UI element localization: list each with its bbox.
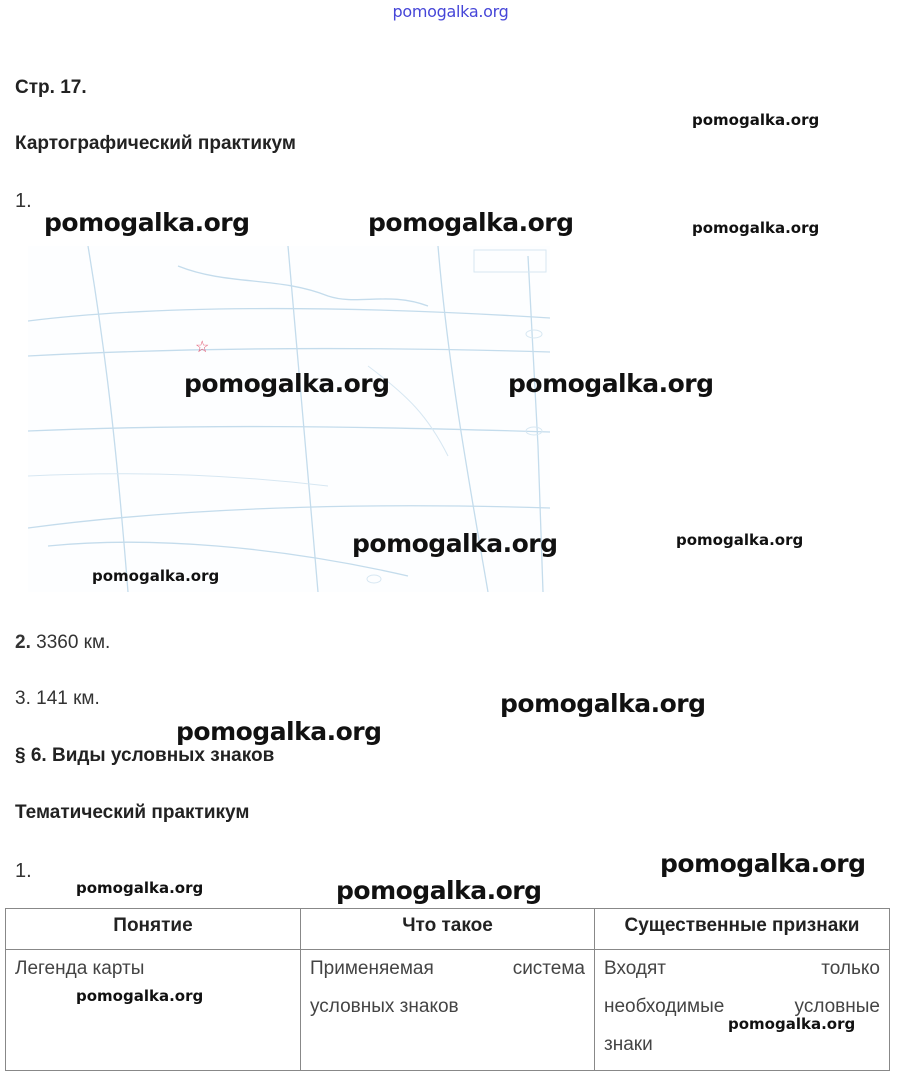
- table-header: Понятие: [6, 909, 301, 950]
- watermark: pomogalka.org: [92, 567, 220, 585]
- word: условные: [794, 996, 880, 1017]
- watermark: pomogalka.org: [692, 219, 820, 237]
- watermark: pomogalka.org: [500, 689, 706, 718]
- page-ref: Стр. 17.: [15, 77, 87, 98]
- watermark: pomogalka.org: [728, 1015, 856, 1033]
- table-header-row: [6, 909, 890, 950]
- watermark-top: pomogalka.org: [392, 2, 509, 21]
- watermark: pomogalka.org: [44, 208, 250, 237]
- item-3: [15, 688, 100, 710]
- watermark: pomogalka.org: [692, 111, 820, 129]
- word: необходимые: [604, 996, 725, 1017]
- section-title-signs: § 6. Виды условных знаков: [15, 745, 275, 766]
- watermark: pomogalka.org: [352, 529, 558, 558]
- table-cell-concept: Легенда карты: [6, 950, 301, 1071]
- definition-line-2: условных знаков: [310, 996, 459, 1017]
- word: Входят: [604, 958, 666, 979]
- word: система: [512, 958, 585, 979]
- item-4-label: 1.: [15, 860, 32, 882]
- item-2-text: 3360 км.: [36, 632, 111, 653]
- table-cell-definition: [301, 950, 595, 1071]
- watermark: pomogalka.org: [176, 717, 382, 746]
- table-row: [6, 950, 890, 1071]
- table-header: Что такое: [301, 909, 595, 950]
- features-line-3: знаки: [604, 1034, 653, 1055]
- table-header: Существенные признаки: [595, 909, 890, 950]
- definition-line-1: [310, 950, 585, 988]
- section-title-cartographic: Картографический практикум: [15, 133, 296, 154]
- item-3-label: 3.: [15, 688, 31, 709]
- watermark: pomogalka.org: [368, 208, 574, 237]
- watermark: pomogalka.org: [76, 987, 204, 1005]
- features-line-1: [604, 950, 880, 988]
- watermark: pomogalka.org: [660, 849, 866, 878]
- watermark: pomogalka.org: [76, 879, 204, 897]
- section-title-thematic: Тематический практикум: [15, 802, 250, 823]
- watermark: pomogalka.org: [184, 369, 390, 398]
- table-cell-features: [595, 950, 890, 1071]
- star-icon: ☆: [195, 339, 210, 356]
- item-2-label: 2.: [15, 632, 31, 653]
- item-2: [15, 632, 110, 654]
- watermark: pomogalka.org: [676, 531, 804, 549]
- definition-line-1-text: [310, 950, 585, 988]
- item-1-label: 1.: [15, 190, 32, 212]
- word: только: [821, 958, 880, 979]
- watermark: pomogalka.org: [336, 876, 542, 905]
- word: Применяемая: [310, 958, 434, 979]
- watermark: pomogalka.org: [508, 369, 714, 398]
- item-3-text: 141 км.: [36, 688, 100, 709]
